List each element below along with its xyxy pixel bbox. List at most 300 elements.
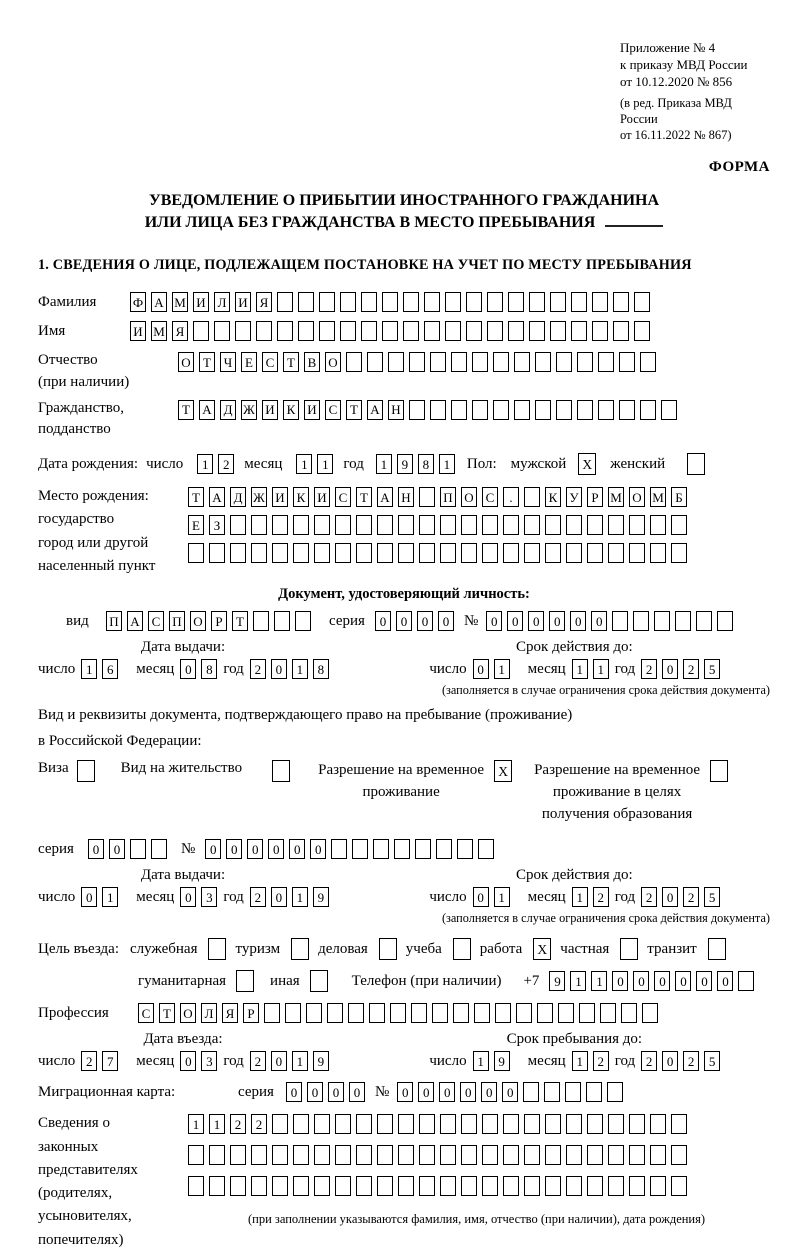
purpose-official-checkbox[interactable] (208, 938, 226, 960)
char-box[interactable] (571, 321, 587, 341)
char-box[interactable] (514, 352, 530, 372)
char-box[interactable] (550, 321, 566, 341)
char-box[interactable] (629, 1114, 645, 1134)
char-box[interactable] (738, 971, 754, 991)
char-box[interactable]: К (283, 400, 299, 420)
char-box[interactable] (545, 543, 561, 563)
char-box[interactable] (640, 400, 656, 420)
char-box[interactable]: 2 (641, 659, 657, 679)
char-box[interactable]: 1 (102, 887, 118, 907)
char-box[interactable]: 1 (572, 659, 588, 679)
char-box[interactable]: 0 (528, 611, 544, 631)
char-box[interactable] (654, 611, 670, 631)
char-box[interactable]: 0 (696, 971, 712, 991)
char-box[interactable]: 8 (418, 454, 434, 474)
char-box[interactable] (503, 515, 519, 535)
char-box[interactable]: 5 (704, 659, 720, 679)
char-box[interactable] (445, 292, 461, 312)
char-box[interactable]: 0 (662, 659, 678, 679)
char-box[interactable] (453, 1003, 469, 1023)
char-box[interactable]: 1 (292, 1051, 308, 1071)
char-box[interactable] (193, 321, 209, 341)
char-box[interactable] (642, 1003, 658, 1023)
char-box[interactable] (451, 400, 467, 420)
char-box[interactable] (272, 543, 288, 563)
char-box[interactable]: 3 (201, 887, 217, 907)
char-box[interactable]: 9 (313, 887, 329, 907)
char-box[interactable]: Я (222, 1003, 238, 1023)
char-box[interactable]: 0 (268, 839, 284, 859)
char-box[interactable] (314, 543, 330, 563)
char-box[interactable] (272, 1145, 288, 1165)
char-box[interactable] (230, 1145, 246, 1165)
char-box[interactable] (577, 352, 593, 372)
char-box[interactable] (274, 611, 290, 631)
char-box[interactable] (445, 321, 461, 341)
char-box[interactable] (600, 1003, 616, 1023)
char-box[interactable]: 8 (313, 659, 329, 679)
char-box[interactable] (592, 292, 608, 312)
char-box[interactable]: Е (188, 515, 204, 535)
char-box[interactable] (671, 1114, 687, 1134)
char-box[interactable]: Ж (251, 487, 267, 507)
char-box[interactable]: 0 (717, 971, 733, 991)
gender-female-checkbox[interactable] (687, 453, 705, 475)
char-box[interactable] (587, 515, 603, 535)
char-box[interactable] (293, 543, 309, 563)
char-box[interactable] (556, 400, 572, 420)
char-box[interactable] (277, 292, 293, 312)
char-box[interactable] (356, 543, 372, 563)
char-box[interactable] (272, 515, 288, 535)
char-box[interactable]: В (304, 352, 320, 372)
char-box[interactable]: 0 (481, 1082, 497, 1102)
char-box[interactable] (151, 839, 167, 859)
char-box[interactable]: К (293, 487, 309, 507)
char-box[interactable]: 0 (396, 611, 412, 631)
char-box[interactable] (608, 1176, 624, 1196)
char-box[interactable]: К (545, 487, 561, 507)
char-box[interactable]: А (377, 487, 393, 507)
char-box[interactable] (629, 1145, 645, 1165)
char-box[interactable] (440, 543, 456, 563)
char-box[interactable] (188, 1145, 204, 1165)
char-box[interactable] (403, 292, 419, 312)
char-box[interactable] (493, 352, 509, 372)
char-box[interactable]: О (190, 611, 206, 631)
char-box[interactable]: Р (211, 611, 227, 631)
char-box[interactable] (319, 292, 335, 312)
char-box[interactable] (264, 1003, 280, 1023)
char-box[interactable]: 2 (641, 887, 657, 907)
char-box[interactable] (335, 543, 351, 563)
char-box[interactable]: 1 (473, 1051, 489, 1071)
char-box[interactable] (394, 839, 410, 859)
char-box[interactable] (314, 1114, 330, 1134)
char-box[interactable] (545, 515, 561, 535)
char-box[interactable]: Т (356, 487, 372, 507)
char-box[interactable]: 2 (593, 887, 609, 907)
char-box[interactable]: О (461, 487, 477, 507)
char-box[interactable]: 2 (218, 454, 234, 474)
char-box[interactable]: А (199, 400, 215, 420)
purpose-work-checkbox[interactable]: X (533, 938, 551, 960)
char-box[interactable] (419, 543, 435, 563)
char-box[interactable] (717, 611, 733, 631)
char-box[interactable]: 0 (328, 1082, 344, 1102)
char-box[interactable]: 5 (704, 887, 720, 907)
char-box[interactable] (415, 839, 431, 859)
char-box[interactable] (314, 515, 330, 535)
char-box[interactable] (430, 352, 446, 372)
char-box[interactable] (619, 352, 635, 372)
char-box[interactable] (285, 1003, 301, 1023)
char-box[interactable]: Т (159, 1003, 175, 1023)
char-box[interactable] (461, 1145, 477, 1165)
char-box[interactable] (424, 292, 440, 312)
char-box[interactable]: 2 (250, 887, 266, 907)
char-box[interactable] (466, 292, 482, 312)
char-box[interactable]: 0 (507, 611, 523, 631)
char-box[interactable]: Ж (241, 400, 257, 420)
char-box[interactable]: О (178, 352, 194, 372)
char-box[interactable]: 7 (102, 1051, 118, 1071)
char-box[interactable] (503, 1145, 519, 1165)
char-box[interactable] (230, 543, 246, 563)
char-box[interactable] (558, 1003, 574, 1023)
char-box[interactable]: 1 (494, 659, 510, 679)
char-box[interactable]: Я (172, 321, 188, 341)
char-box[interactable]: 0 (460, 1082, 476, 1102)
char-box[interactable] (524, 1114, 540, 1134)
char-box[interactable]: 0 (486, 611, 502, 631)
char-box[interactable] (482, 1176, 498, 1196)
char-box[interactable]: Ф (130, 292, 146, 312)
char-box[interactable]: С (138, 1003, 154, 1023)
char-box[interactable] (577, 400, 593, 420)
char-box[interactable] (503, 1114, 519, 1134)
char-box[interactable] (398, 543, 414, 563)
char-box[interactable]: Е (241, 352, 257, 372)
char-box[interactable] (440, 1145, 456, 1165)
char-box[interactable]: 2 (683, 1051, 699, 1071)
char-box[interactable] (587, 1114, 603, 1134)
char-box[interactable]: 2 (81, 1051, 97, 1071)
char-box[interactable] (209, 1145, 225, 1165)
char-box[interactable]: 0 (247, 839, 263, 859)
char-box[interactable] (230, 515, 246, 535)
char-box[interactable] (529, 292, 545, 312)
char-box[interactable] (529, 321, 545, 341)
char-box[interactable] (634, 321, 650, 341)
char-box[interactable]: П (169, 611, 185, 631)
char-box[interactable] (419, 487, 435, 507)
char-box[interactable]: 8 (201, 659, 217, 679)
char-box[interactable] (472, 400, 488, 420)
char-box[interactable] (671, 1145, 687, 1165)
char-box[interactable] (293, 515, 309, 535)
char-box[interactable]: П (440, 487, 456, 507)
purpose-private-checkbox[interactable] (620, 938, 638, 960)
char-box[interactable] (356, 515, 372, 535)
char-box[interactable] (209, 543, 225, 563)
char-box[interactable]: Т (188, 487, 204, 507)
char-box[interactable]: . (503, 487, 519, 507)
char-box[interactable] (209, 1176, 225, 1196)
char-box[interactable]: 0 (349, 1082, 365, 1102)
char-box[interactable]: 0 (633, 971, 649, 991)
char-box[interactable] (607, 1082, 623, 1102)
char-box[interactable]: 0 (109, 839, 125, 859)
char-box[interactable] (403, 321, 419, 341)
char-box[interactable]: 1 (197, 454, 213, 474)
char-box[interactable]: Д (220, 400, 236, 420)
char-box[interactable] (537, 1003, 553, 1023)
char-box[interactable] (214, 321, 230, 341)
char-box[interactable] (550, 292, 566, 312)
char-box[interactable] (608, 543, 624, 563)
char-box[interactable] (398, 1145, 414, 1165)
char-box[interactable] (696, 611, 712, 631)
char-box[interactable]: Р (587, 487, 603, 507)
char-box[interactable] (319, 321, 335, 341)
char-box[interactable] (377, 1176, 393, 1196)
char-box[interactable] (432, 1003, 448, 1023)
char-box[interactable]: 0 (473, 887, 489, 907)
char-box[interactable] (411, 1003, 427, 1023)
char-box[interactable] (461, 1114, 477, 1134)
char-box[interactable]: 0 (417, 611, 433, 631)
char-box[interactable]: Т (232, 611, 248, 631)
gender-male-checkbox[interactable]: X (578, 453, 596, 475)
char-box[interactable]: 0 (271, 1051, 287, 1071)
char-box[interactable] (377, 1114, 393, 1134)
char-box[interactable]: Т (346, 400, 362, 420)
char-box[interactable] (566, 1145, 582, 1165)
char-box[interactable] (493, 400, 509, 420)
char-box[interactable] (430, 400, 446, 420)
char-box[interactable] (524, 543, 540, 563)
char-box[interactable]: 0 (662, 1051, 678, 1071)
char-box[interactable] (361, 321, 377, 341)
char-box[interactable]: 0 (439, 1082, 455, 1102)
char-box[interactable] (314, 1145, 330, 1165)
char-box[interactable] (440, 1176, 456, 1196)
char-box[interactable] (419, 1145, 435, 1165)
char-box[interactable] (508, 321, 524, 341)
temp-residence-education-checkbox[interactable] (710, 760, 728, 782)
char-box[interactable] (675, 611, 691, 631)
char-box[interactable] (472, 352, 488, 372)
char-box[interactable]: 0 (88, 839, 104, 859)
char-box[interactable] (671, 515, 687, 535)
char-box[interactable] (130, 839, 146, 859)
char-box[interactable]: А (151, 292, 167, 312)
char-box[interactable] (293, 1176, 309, 1196)
char-box[interactable] (487, 292, 503, 312)
char-box[interactable] (640, 352, 656, 372)
char-box[interactable] (388, 352, 404, 372)
char-box[interactable]: 1 (296, 454, 312, 474)
char-box[interactable] (235, 321, 251, 341)
char-box[interactable]: С (148, 611, 164, 631)
char-box[interactable] (544, 1082, 560, 1102)
char-box[interactable] (335, 1114, 351, 1134)
char-box[interactable] (508, 292, 524, 312)
char-box[interactable] (619, 400, 635, 420)
char-box[interactable] (419, 515, 435, 535)
char-box[interactable]: 0 (271, 659, 287, 679)
char-box[interactable] (495, 1003, 511, 1023)
purpose-business-checkbox[interactable] (379, 938, 397, 960)
char-box[interactable] (251, 515, 267, 535)
char-box[interactable] (650, 1176, 666, 1196)
char-box[interactable] (587, 1176, 603, 1196)
char-box[interactable] (608, 1145, 624, 1165)
char-box[interactable]: З (209, 515, 225, 535)
char-box[interactable] (461, 515, 477, 535)
char-box[interactable] (419, 1176, 435, 1196)
char-box[interactable] (586, 1082, 602, 1102)
char-box[interactable] (327, 1003, 343, 1023)
purpose-other-checkbox[interactable] (310, 970, 328, 992)
char-box[interactable]: И (304, 400, 320, 420)
char-box[interactable] (356, 1176, 372, 1196)
purpose-humanitarian-checkbox[interactable] (236, 970, 254, 992)
char-box[interactable] (424, 321, 440, 341)
char-box[interactable] (382, 292, 398, 312)
char-box[interactable] (650, 1114, 666, 1134)
char-box[interactable] (650, 515, 666, 535)
char-box[interactable] (474, 1003, 490, 1023)
char-box[interactable] (482, 1114, 498, 1134)
char-box[interactable]: И (314, 487, 330, 507)
char-box[interactable] (612, 611, 628, 631)
char-box[interactable]: 0 (662, 887, 678, 907)
char-box[interactable]: 2 (683, 659, 699, 679)
char-box[interactable]: М (650, 487, 666, 507)
char-box[interactable] (356, 1145, 372, 1165)
char-box[interactable]: 0 (654, 971, 670, 991)
char-box[interactable] (398, 515, 414, 535)
char-box[interactable]: 0 (180, 1051, 196, 1071)
char-box[interactable]: С (482, 487, 498, 507)
temp-residence-checkbox[interactable]: X (494, 760, 512, 782)
char-box[interactable]: 0 (286, 1082, 302, 1102)
char-box[interactable]: А (127, 611, 143, 631)
purpose-study-checkbox[interactable] (453, 938, 471, 960)
char-box[interactable] (650, 1145, 666, 1165)
char-box[interactable] (352, 839, 368, 859)
char-box[interactable] (377, 515, 393, 535)
char-box[interactable]: 1 (570, 971, 586, 991)
char-box[interactable] (634, 292, 650, 312)
char-box[interactable]: 1 (317, 454, 333, 474)
char-box[interactable] (613, 292, 629, 312)
char-box[interactable]: 0 (205, 839, 221, 859)
char-box[interactable] (277, 321, 293, 341)
char-box[interactable]: 0 (180, 887, 196, 907)
char-box[interactable]: М (151, 321, 167, 341)
char-box[interactable]: 0 (570, 611, 586, 631)
char-box[interactable] (298, 321, 314, 341)
char-box[interactable] (621, 1003, 637, 1023)
char-box[interactable]: Н (398, 487, 414, 507)
char-box[interactable] (398, 1114, 414, 1134)
char-box[interactable] (373, 839, 389, 859)
char-box[interactable] (524, 1176, 540, 1196)
char-box[interactable] (671, 1176, 687, 1196)
char-box[interactable] (377, 543, 393, 563)
char-box[interactable] (409, 400, 425, 420)
char-box[interactable] (346, 352, 362, 372)
char-box[interactable]: О (180, 1003, 196, 1023)
char-box[interactable] (487, 321, 503, 341)
char-box[interactable] (188, 1176, 204, 1196)
char-box[interactable] (535, 400, 551, 420)
char-box[interactable]: 1 (439, 454, 455, 474)
char-box[interactable]: 0 (418, 1082, 434, 1102)
char-box[interactable]: Я (256, 292, 272, 312)
char-box[interactable]: Д (230, 487, 246, 507)
char-box[interactable]: 0 (180, 659, 196, 679)
char-box[interactable] (293, 1145, 309, 1165)
char-box[interactable] (440, 515, 456, 535)
char-box[interactable]: 0 (473, 659, 489, 679)
char-box[interactable]: 0 (289, 839, 305, 859)
char-box[interactable]: 9 (494, 1051, 510, 1071)
char-box[interactable]: 0 (612, 971, 628, 991)
char-box[interactable]: М (608, 487, 624, 507)
char-box[interactable] (457, 839, 473, 859)
char-box[interactable] (390, 1003, 406, 1023)
char-box[interactable] (524, 487, 540, 507)
char-box[interactable]: И (193, 292, 209, 312)
char-box[interactable] (251, 1145, 267, 1165)
char-box[interactable] (482, 1145, 498, 1165)
char-box[interactable] (461, 1176, 477, 1196)
char-box[interactable] (592, 321, 608, 341)
char-box[interactable] (514, 400, 530, 420)
char-box[interactable] (440, 1114, 456, 1134)
char-box[interactable] (451, 352, 467, 372)
char-box[interactable] (598, 400, 614, 420)
char-box[interactable] (566, 543, 582, 563)
char-box[interactable]: 0 (502, 1082, 518, 1102)
char-box[interactable]: Т (178, 400, 194, 420)
char-box[interactable] (251, 1176, 267, 1196)
char-box[interactable] (571, 292, 587, 312)
char-box[interactable]: 1 (591, 971, 607, 991)
char-box[interactable] (633, 611, 649, 631)
char-box[interactable]: Т (283, 352, 299, 372)
char-box[interactable]: 2 (250, 659, 266, 679)
char-box[interactable]: 0 (226, 839, 242, 859)
char-box[interactable] (608, 515, 624, 535)
char-box[interactable] (436, 839, 452, 859)
char-box[interactable] (629, 543, 645, 563)
char-box[interactable] (272, 1114, 288, 1134)
char-box[interactable] (545, 1176, 561, 1196)
char-box[interactable] (340, 321, 356, 341)
char-box[interactable] (306, 1003, 322, 1023)
char-box[interactable] (335, 515, 351, 535)
visa-checkbox[interactable] (77, 760, 95, 782)
char-box[interactable]: 0 (271, 887, 287, 907)
char-box[interactable] (587, 543, 603, 563)
char-box[interactable] (409, 352, 425, 372)
char-box[interactable] (230, 1176, 246, 1196)
